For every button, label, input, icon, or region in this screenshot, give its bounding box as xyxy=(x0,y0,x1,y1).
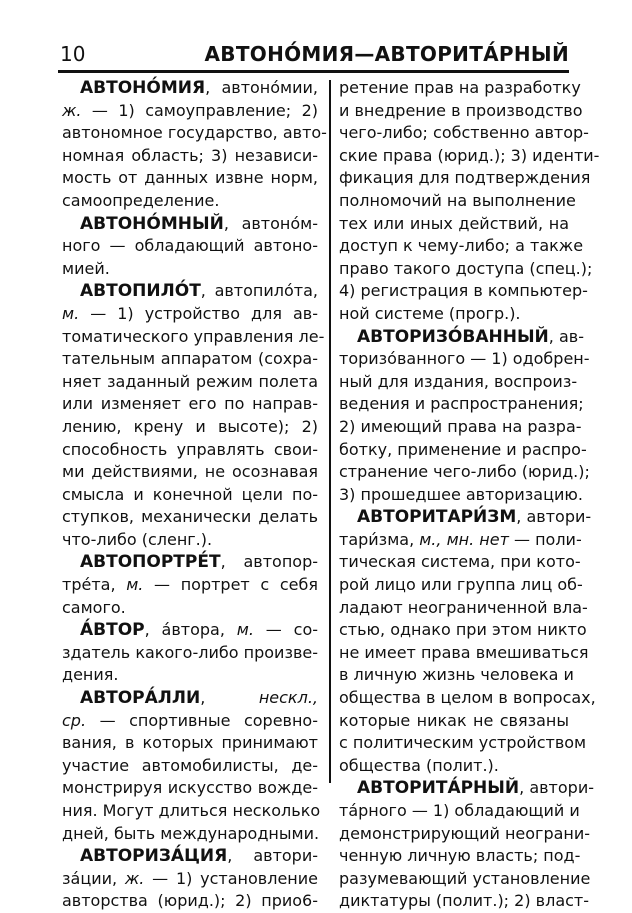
definition-text: , автоно́мии, xyxy=(205,78,318,97)
definition-text: ный для издания, воспроиз- xyxy=(339,371,578,391)
text-line xyxy=(62,529,318,552)
definition-text: 4) регистрация в компьютер- xyxy=(339,281,588,301)
definition-text: или изменяет его по направ- xyxy=(62,394,318,414)
definition-text: ские права (юрид.); 3) иденти- xyxy=(339,145,600,165)
text-line xyxy=(339,213,569,236)
text-line xyxy=(339,190,576,213)
definition-text: и внедрение в производство xyxy=(339,100,583,120)
definition-text: ченную личную власть; под- xyxy=(339,846,581,866)
text-line xyxy=(339,687,596,710)
text-line xyxy=(339,484,583,507)
definition-text: тари́зма, xyxy=(339,529,420,549)
page-header xyxy=(58,42,569,68)
text-line xyxy=(62,868,318,891)
definition-text: — портрет с себя xyxy=(143,575,318,595)
definition-text: , автори- xyxy=(227,846,318,866)
text-line xyxy=(339,235,584,258)
text-line xyxy=(339,167,591,190)
definition-text: , а́втора, xyxy=(144,620,237,640)
definition-text: демонстрирующий неограни- xyxy=(339,823,591,843)
definition-text: полномочий на выполнение xyxy=(339,190,576,210)
definition-text: тательным аппаратом (сохра- xyxy=(62,349,318,369)
definition-text: — спортивные соревно- xyxy=(86,710,318,730)
definition-text: мость от данных извне норм, xyxy=(62,168,318,188)
definition-text: дней, быть международными. xyxy=(62,823,320,843)
text-line xyxy=(339,800,580,823)
definition-text: ладают неограниченной вла- xyxy=(339,597,588,617)
text-line xyxy=(339,868,591,891)
definition-text: ной системе (прогр.). xyxy=(339,303,521,323)
definition-text: общества в целом в вопросах, xyxy=(339,688,596,708)
entry-headword-line xyxy=(62,280,318,303)
entry-headword-line xyxy=(339,777,594,800)
headword: А́ВТОР xyxy=(80,620,145,641)
definition-text: разумевающий установление xyxy=(339,868,591,888)
definition-text: , автоно́м- xyxy=(223,213,318,233)
text-line xyxy=(62,258,318,281)
definition-text: которые никак не связаны xyxy=(339,710,569,730)
text-line xyxy=(339,77,581,100)
definition-text: торизо́ванного — 1) одобрен- xyxy=(339,349,590,369)
definition-text: томатического управления ле- xyxy=(62,326,325,346)
definition-text: фикация для подтверждения xyxy=(339,168,591,188)
text-line xyxy=(339,597,588,620)
text-line xyxy=(339,439,587,462)
entry-headword-line xyxy=(62,687,318,710)
right-column xyxy=(339,77,600,913)
text-line xyxy=(62,145,318,168)
text-line xyxy=(62,100,318,123)
text-line xyxy=(339,393,584,416)
text-line xyxy=(62,303,318,326)
definition-text: — 1) устройство для ав- xyxy=(79,303,318,323)
definition-text: — 1) самоуправление; 2) xyxy=(81,100,318,120)
text-line xyxy=(339,122,589,145)
text-line xyxy=(339,100,583,123)
text-line xyxy=(339,890,590,913)
text-line xyxy=(62,800,321,823)
text-line xyxy=(339,371,578,394)
definition-text: доступ к чему-либо; а также xyxy=(339,236,584,256)
definition-text: ретение прав на разработку xyxy=(339,78,581,97)
headword: АВТОРИЗА́ЦИЯ xyxy=(80,846,228,867)
definition-text: 3) прошедшее авторизацию. xyxy=(339,484,583,504)
text-line xyxy=(339,619,587,642)
text-line xyxy=(62,755,318,778)
text-line xyxy=(339,755,569,778)
text-line xyxy=(62,235,318,258)
headword: АВТОПИЛО́Т xyxy=(80,281,201,302)
definition-text: ния. Могут длиться несколько xyxy=(62,801,321,820)
text-line xyxy=(339,529,582,552)
definition-text: общества (полит.). xyxy=(339,755,499,775)
text-line xyxy=(339,258,593,281)
definition-text: 2) имеющий права на разра- xyxy=(339,416,582,436)
text-line xyxy=(62,326,325,349)
definition-text: вания, в которых принимают xyxy=(62,733,318,753)
definition-text: участие автомобилисты, де- xyxy=(62,755,318,775)
text-line xyxy=(339,845,581,868)
definition-text: рой лицо или группа лиц об- xyxy=(339,575,583,595)
text-line xyxy=(339,642,589,665)
definition-text: — со- xyxy=(253,620,318,640)
text-line xyxy=(62,461,318,484)
definition-text: здатель какого-либо произве- xyxy=(62,642,318,662)
definition-text: та́рного — 1) обладающий и xyxy=(339,801,580,820)
definition-text: лению, крену и высоте); 2) xyxy=(62,416,318,436)
headword: АВТОРИТА́РНЫЙ xyxy=(357,778,520,799)
text-line xyxy=(339,416,582,439)
entry-headword-line xyxy=(339,506,592,529)
left-column xyxy=(62,77,327,913)
text-line xyxy=(339,574,583,597)
column-divider xyxy=(329,80,331,783)
grammar-mark: ж. xyxy=(124,868,145,888)
text-line xyxy=(339,710,569,733)
definition-text: ступков, механически делать xyxy=(62,507,318,527)
definition-text: , автори- xyxy=(519,778,594,798)
definition-text: способность управлять свои- xyxy=(62,439,318,459)
text-line xyxy=(62,574,318,597)
definition-text: чего-либо; собственно автор- xyxy=(339,123,589,143)
definition-text: с политическим устройством xyxy=(339,733,587,753)
entry-headword-line xyxy=(62,619,318,642)
text-line xyxy=(62,777,318,800)
text-line xyxy=(62,371,318,394)
definition-text: не имеет права вмешиваться xyxy=(339,642,589,662)
text-line xyxy=(339,664,574,687)
grammar-mark: м. xyxy=(62,303,80,323)
definition-text: номная область; 3) независи- xyxy=(62,145,318,165)
definition-text: ботку, применение и распро- xyxy=(339,439,587,459)
text-line xyxy=(62,664,318,687)
text-line xyxy=(62,506,318,529)
definition-text: право такого доступа (спец.); xyxy=(339,258,593,278)
definition-text: ми действиями, не осознавая xyxy=(62,462,318,482)
definition-text: что-либо (сленг.). xyxy=(62,529,213,549)
text-line xyxy=(339,145,600,168)
definition-text: самого. xyxy=(62,597,126,617)
text-line xyxy=(339,280,588,303)
text-line xyxy=(62,732,318,755)
text-line xyxy=(62,122,327,145)
text-line xyxy=(62,190,318,213)
text-line xyxy=(339,461,590,484)
definition-text: , автопило́та, xyxy=(200,281,318,301)
entry-headword-line xyxy=(62,551,318,574)
entry-headword-line xyxy=(62,845,318,868)
running-head: АВТОНО́МИЯ—АВТОРИТА́РНЫЙ xyxy=(204,42,569,66)
definition-text: тре́та, xyxy=(62,575,127,595)
entry-headword-line xyxy=(62,77,318,100)
definition-text: смысла и конечной цели по- xyxy=(62,484,318,504)
definition-text: дения. xyxy=(62,665,119,685)
grammar-mark: м., мн. нет xyxy=(419,529,509,549)
definition-text: за́ции, xyxy=(62,868,125,888)
entry-headword-line xyxy=(339,326,584,349)
definition-text: ведения и распространения; xyxy=(339,394,584,414)
text-line xyxy=(62,393,318,416)
definition-text: — поли- xyxy=(508,529,582,549)
definition-text: в личную жизнь человека и xyxy=(339,665,574,685)
grammar-mark: ж. xyxy=(62,100,82,120)
text-line xyxy=(62,167,318,190)
text-line xyxy=(339,551,581,574)
text-line xyxy=(62,710,318,733)
definition-text: мией. xyxy=(62,258,110,278)
grammar-mark: нескл., xyxy=(258,688,318,708)
text-line xyxy=(339,303,569,326)
definition-text: , автори- xyxy=(516,507,592,527)
definition-text: автономное государство, авто- xyxy=(62,123,327,143)
definition-text: — 1) установление xyxy=(144,868,318,888)
definition-text: тическая система, при кото- xyxy=(339,552,581,572)
text-line xyxy=(62,642,318,665)
definition-text: странение чего-либо (юрид.); xyxy=(339,462,590,482)
text-line xyxy=(62,597,318,620)
headword: АВТОРИТАРИ́ЗМ xyxy=(357,507,517,528)
headword: АВТОРА́ЛЛИ xyxy=(80,688,201,709)
headword: АВТОНО́МНЫЙ xyxy=(80,213,224,234)
text-line xyxy=(62,484,318,507)
text-line xyxy=(62,823,318,846)
text-line xyxy=(62,439,318,462)
text-line xyxy=(339,823,591,846)
entry-headword-line xyxy=(62,213,318,236)
definition-text: , xyxy=(200,688,259,708)
header-rule xyxy=(58,70,569,73)
text-line xyxy=(339,348,590,371)
definition-text: ного — обладающий автоно- xyxy=(62,236,318,256)
definition-text: самоопределение. xyxy=(62,190,220,210)
grammar-mark: м. xyxy=(236,620,254,640)
headword: АВТОНО́МИЯ xyxy=(80,78,206,98)
text-line xyxy=(339,732,587,755)
text-line xyxy=(62,890,318,913)
text-line xyxy=(62,416,318,439)
definition-text: монстрируя искусство вожде- xyxy=(62,778,318,798)
definition-text: авторства (юрид.); 2) прио6- xyxy=(62,891,318,911)
definition-text: тех или иных действий, на xyxy=(339,213,569,233)
headword: АВТОРИЗО́ВАННЫЙ xyxy=(357,326,549,347)
definition-text: , ав- xyxy=(548,326,584,346)
grammar-mark: м. xyxy=(126,575,144,595)
definition-text: стью, однако при этом никто xyxy=(339,620,587,640)
page-number: 10 xyxy=(60,42,86,66)
grammar-mark: ср. xyxy=(62,710,87,730)
text-line xyxy=(62,348,318,371)
definition-text: , автопор- xyxy=(220,552,318,572)
definition-text: няет заданный режим полета xyxy=(62,371,318,391)
definition-text: диктатуры (полит.); 2) власт- xyxy=(339,891,590,911)
headword: АВТОПОРТРЕ́Т xyxy=(80,552,221,573)
